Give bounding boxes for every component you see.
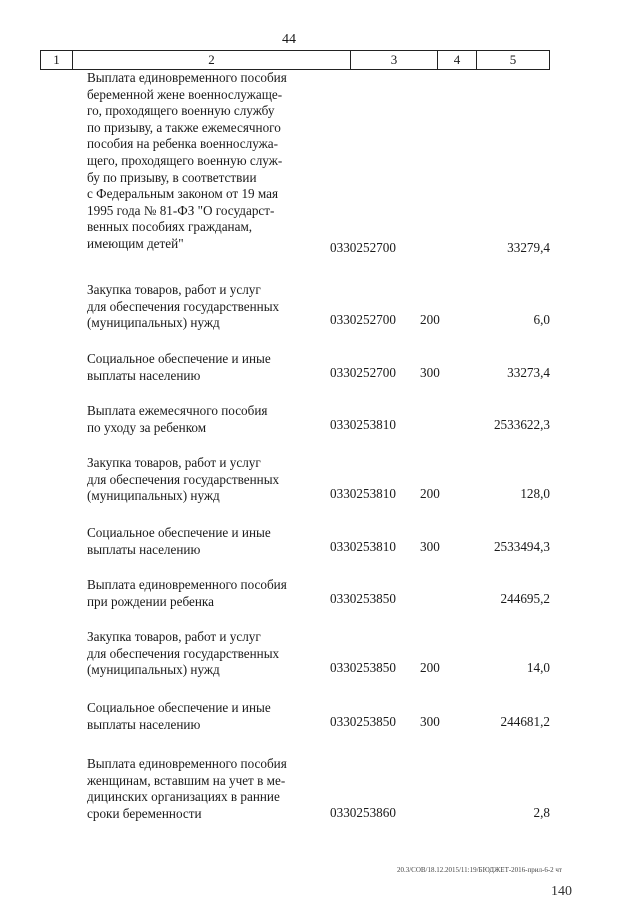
row-amount: 244681,2 — [500, 714, 550, 729]
row-code: 0330252700 — [330, 365, 396, 380]
row-type: 200 — [420, 660, 440, 675]
row-amount: 2533622,3 — [493, 417, 550, 432]
row-code: 0330253810 — [330, 486, 396, 501]
row-type: 300 — [420, 365, 440, 380]
row-amount: 128,0 — [520, 486, 550, 501]
footer-note: 20.3/СОВ/18.12.2015/11:19/БЮДЖЕТ-2016-прил-6-2 чт — [396, 866, 562, 874]
row-type: 200 — [420, 312, 440, 327]
header-col-4: 4 — [438, 51, 477, 69]
row-type: 300 — [420, 714, 440, 729]
row-description: Социальное обеспечение и иные выплаты населению — [87, 700, 271, 732]
row-amount: 244695,2 — [500, 591, 550, 606]
row-amount: 2,8 — [533, 805, 550, 820]
row-description: Социальное обеспечение и иные выплаты населению — [87, 351, 271, 383]
row-amount: 14,0 — [526, 660, 550, 675]
row-amount: 6,0 — [533, 312, 550, 327]
row-code: 0330252700 — [330, 240, 396, 255]
header-col-3: 3 — [351, 51, 438, 69]
row-amount: 33279,4 — [507, 240, 550, 255]
row-description: Выплата единовременного пособия женщинам, вставшим на учет в ме- дицинских организациях в ранние сроки беременности — [87, 756, 287, 821]
row-type: 200 — [420, 486, 440, 501]
row-code: 0330253850 — [330, 714, 396, 729]
header-col-2: 2 — [73, 51, 351, 69]
row-description: Выплата единовременного пособия при рождении ребенка — [87, 577, 287, 609]
page-number: 44 — [282, 32, 296, 47]
row-description: Социальное обеспечение и иные выплаты населению — [87, 525, 271, 557]
row-amount: 33273,4 — [507, 365, 550, 380]
row-code: 0330253850 — [330, 591, 396, 606]
sheet-number: 140 — [551, 884, 572, 899]
row-code: 0330253810 — [330, 417, 396, 432]
row-code: 0330253860 — [330, 805, 396, 820]
header-col-1: 1 — [41, 51, 73, 69]
header-col-5: 5 — [509, 52, 517, 67]
row-type: 300 — [420, 539, 440, 554]
row-description: Закупка товаров, работ и услуг для обеспечения государственных (муниципальных) нужд — [87, 629, 280, 678]
row-description: Закупка товаров, работ и услуг для обеспечения государственных (муниципальных) нужд — [87, 455, 280, 504]
row-description: Выплата единовременного пособия беременной жене военнослужаще- го, проходящего военную службу по призыву, а также ежемесячного пособия на ребенка военнослужа- щего, проходящего военную служ- бу по призыву, в соответствии с Федеральным законом от 19 мая 1995 года № 81-ФЗ "О государст- венных пособиях гражданам, имеющим детей" — [87, 70, 287, 251]
row-code: 0330253850 — [330, 660, 396, 675]
row-code: 0330253810 — [330, 539, 396, 554]
row-description: Выплата ежемесячного пособия по уходу за ребенком — [87, 403, 268, 435]
row-code: 0330252700 — [330, 312, 396, 327]
row-description: Закупка товаров, работ и услуг для обеспечения государственных (муниципальных) нужд — [87, 282, 280, 331]
table-header — [40, 50, 550, 70]
row-amount: 2533494,3 — [493, 539, 550, 554]
